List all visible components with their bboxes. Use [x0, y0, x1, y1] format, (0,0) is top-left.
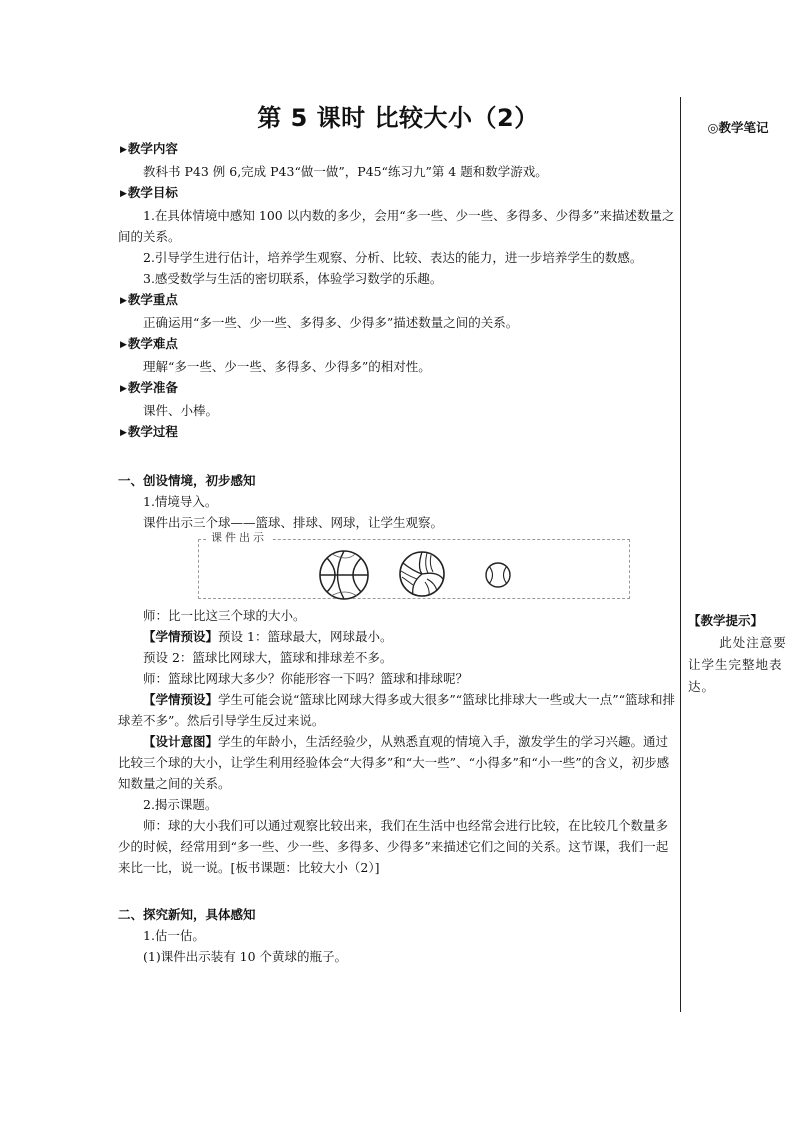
tip-title: 【教学提示】	[688, 613, 764, 628]
section-content-text: 教科书 P43 例 6,完成 P43“做一做”，P45“练习九”第 4 题和数学游戏。	[143, 164, 548, 179]
volleyball-icon	[397, 549, 447, 599]
part2-step1: 1.估一估。	[143, 928, 205, 943]
spacer	[118, 878, 678, 896]
section-process-title: ▶教学过程	[120, 424, 178, 439]
preset-line-1: 【学情预设】预设 1：篮球最大，网球最小。	[143, 629, 393, 644]
goal-item-1: 1.在具体情境中感知 100 以内数的多少，会用“多一些、少一些、多得多、少得多”来描述数量之间的关系。	[118, 208, 675, 244]
tip-text: 此处注意要让学生完整地表达。	[688, 635, 787, 694]
section-key-title: ▶教学重点	[120, 292, 178, 307]
tennis-ball-icon	[484, 561, 512, 589]
preset-label: 【学情预设】	[143, 692, 219, 707]
section-difficult-title: ▶教学难点	[120, 336, 178, 351]
part1-show-text: 课件出示三个球——篮球、排球、网球，让学生观察。	[143, 515, 444, 530]
column-divider	[680, 97, 681, 1012]
triangle-bullet-icon: ▶	[120, 296, 127, 306]
preset-line-3: 【学情预设】学生可能会说“篮球比网球大得多或大很多”“篮球比排球大一些或大一点”“篮球和排球差不多”。然后引导学生反过来说。	[118, 692, 675, 728]
section-difficult-text: 理解“多一些、少一些、多得多、少得多”的相对性。	[143, 359, 431, 374]
preset-line-2: 预设 2：篮球比网球大，篮球和排球差不多。	[143, 650, 393, 665]
part1-heading: 一、创设情境，初步感知	[118, 473, 256, 488]
basketball-icon	[317, 548, 371, 602]
sidebar-teaching-tip	[688, 610, 788, 698]
part1-step2: 2.揭示课题。	[143, 797, 218, 812]
section-prep-title: ▶教学准备	[120, 380, 178, 395]
intent-label: 【设计意图】	[143, 734, 219, 749]
courseware-figure	[198, 531, 630, 599]
triangle-bullet-icon: ▶	[120, 428, 127, 438]
intent-paragraph: 【设计意图】学生的年龄小，生活经验少，从熟悉直观的情境入手，激发学生的学习兴趣。通过比较三个球的大小，让学生利用经验体会“大得多”和“大一些”、“小得多”和“小一些”的含义，初步感知数量之间的关系。	[118, 734, 670, 791]
goal-item-3: 3.感受数学与生活的密切联系，体验学习数学的乐趣。	[143, 271, 443, 286]
page-title: 第 5 课时 比较大小（2）	[257, 104, 539, 132]
teacher-line-3: 师：球的大小我们可以通过观察比较出来，我们在生活中也经常会进行比较，在比较几个数量多少的时候，经常用到“多一些、少一些、多得多、少得多”来描述它们之间的关系。这节课，我们一起来比一比，说一说。[板书课题：比较大小（2）]	[118, 818, 669, 875]
triangle-bullet-icon: ▶	[120, 384, 127, 394]
lesson-plan-main	[118, 100, 678, 967]
section-key-text: 正确运用“多一些、少一些、多得多、少得多”描述数量之间的关系。	[143, 315, 519, 330]
goal-item-2: 2.引导学生进行估计，培养学生观察、分析、比较、表达的能力，进一步培养学生的数感。	[143, 250, 643, 265]
triangle-bullet-icon: ▶	[120, 189, 127, 199]
preset-label: 【学情预设】	[143, 629, 219, 644]
section-prep-text: 课件、小棒。	[143, 403, 219, 418]
section-goals-title: ▶教学目标	[120, 185, 178, 200]
triangle-bullet-icon: ▶	[120, 340, 127, 350]
part2-sub1: (1)课件出示装有 10 个黄球的瓶子。	[143, 949, 348, 964]
figure-label: 课件出示	[207, 531, 271, 545]
teacher-line-1: 师：比一比这三个球的大小。	[143, 608, 306, 623]
spacer	[118, 444, 678, 462]
sidebar-notes-title: ◎教学笔记	[707, 120, 769, 135]
triangle-bullet-icon: ▶	[120, 145, 127, 155]
part1-step1: 1.情境导入。	[143, 494, 218, 509]
teacher-line-2: 师：篮球比网球大多少？你能形容一下吗？篮球和排球呢？	[143, 671, 469, 686]
section-content-title: ▶教学内容	[120, 141, 178, 156]
part2-heading: 二、探究新知，具体感知	[118, 907, 256, 922]
